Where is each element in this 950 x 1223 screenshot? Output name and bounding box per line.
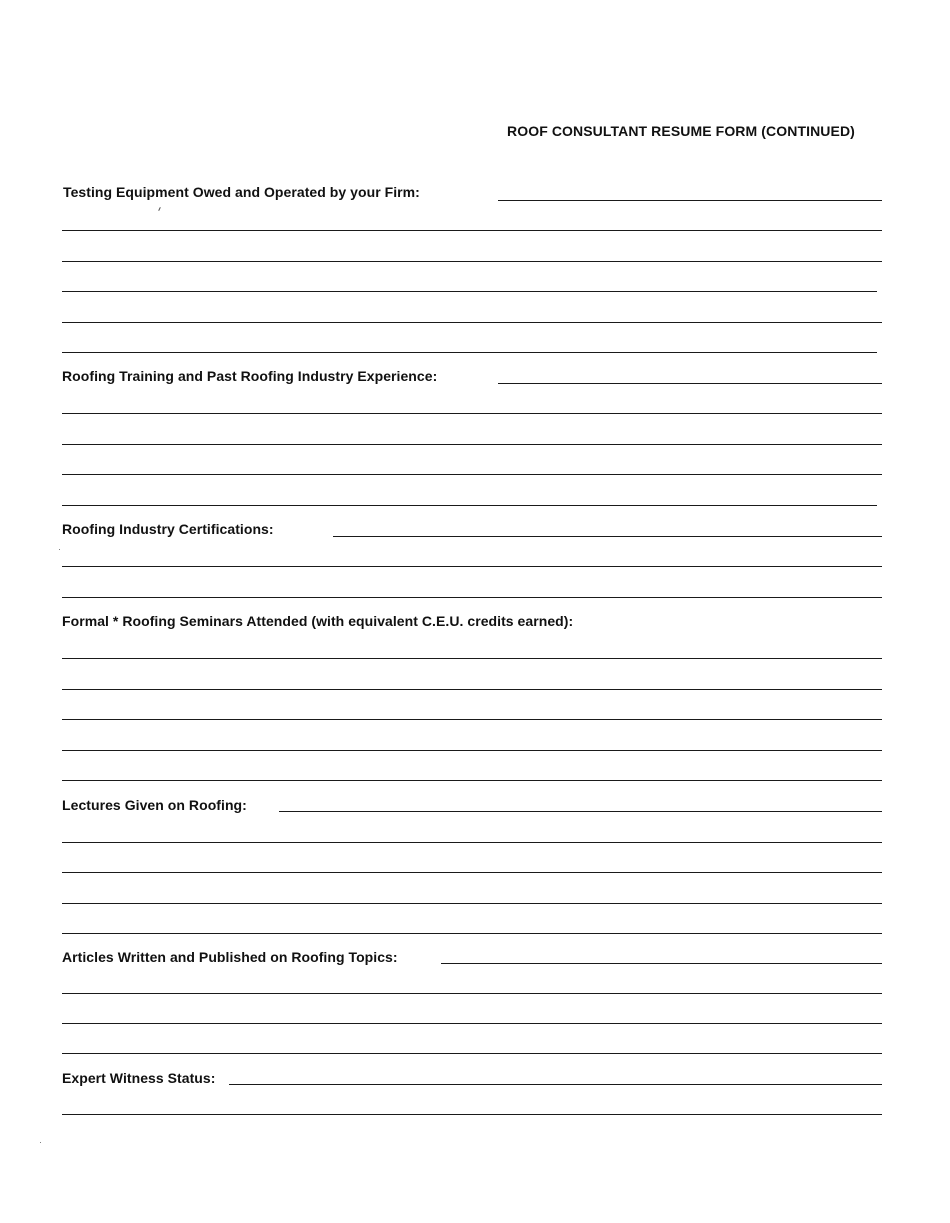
testing-equipment-label: Testing Equipment Owed and Operated by your Firm:: [63, 184, 420, 200]
articles-answer-line[interactable]: [62, 1053, 882, 1054]
seminars-answer-line[interactable]: [62, 750, 882, 751]
lectures-answer-line[interactable]: [62, 872, 882, 873]
testing-equipment-answer-line[interactable]: [62, 261, 882, 262]
certifications-answer-line[interactable]: [62, 597, 882, 598]
certifications-answer-line[interactable]: [333, 536, 882, 537]
lectures-answer-line[interactable]: [279, 811, 882, 812]
lectures-answer-line[interactable]: [62, 933, 882, 934]
certifications-answer-line[interactable]: [62, 566, 882, 567]
seminars-answer-line[interactable]: [62, 658, 882, 659]
form-title: ROOF CONSULTANT RESUME FORM (CONTINUED): [507, 123, 855, 139]
scan-speck: [59, 549, 60, 550]
training-experience-answer-line[interactable]: [62, 444, 882, 445]
seminars-label: Formal * Roofing Seminars Attended (with equivalent C.E.U. credits earned):: [62, 613, 574, 629]
seminars-answer-line[interactable]: [62, 689, 882, 690]
testing-equipment-answer-line[interactable]: [62, 352, 877, 353]
testing-equipment-answer-line[interactable]: [498, 200, 882, 201]
lectures-label: Lectures Given on Roofing:: [62, 797, 247, 813]
seminars-answer-line[interactable]: [62, 780, 882, 781]
training-experience-answer-line[interactable]: [498, 383, 882, 384]
testing-equipment-answer-line[interactable]: [62, 291, 877, 292]
expert-witness-answer-line[interactable]: [62, 1114, 882, 1115]
articles-answer-line[interactable]: [62, 993, 882, 994]
training-experience-label: Roofing Training and Past Roofing Industry Experience:: [62, 368, 438, 384]
testing-equipment-answer-line[interactable]: [62, 322, 882, 323]
scan-speck: [158, 207, 161, 211]
certifications-label: Roofing Industry Certifications:: [62, 521, 274, 537]
training-experience-answer-line[interactable]: [62, 474, 882, 475]
seminars-answer-line[interactable]: [62, 719, 882, 720]
articles-answer-line[interactable]: [62, 1023, 882, 1024]
articles-answer-line[interactable]: [441, 963, 882, 964]
lectures-answer-line[interactable]: [62, 903, 882, 904]
training-experience-answer-line[interactable]: [62, 505, 877, 506]
training-experience-answer-line[interactable]: [62, 413, 882, 414]
articles-label: Articles Written and Published on Roofing Topics:: [62, 949, 398, 965]
scan-speck: [40, 1142, 41, 1143]
lectures-answer-line[interactable]: [62, 842, 882, 843]
expert-witness-answer-line[interactable]: [229, 1084, 882, 1085]
testing-equipment-answer-line[interactable]: [62, 230, 882, 231]
expert-witness-label: Expert Witness Status:: [62, 1070, 216, 1086]
